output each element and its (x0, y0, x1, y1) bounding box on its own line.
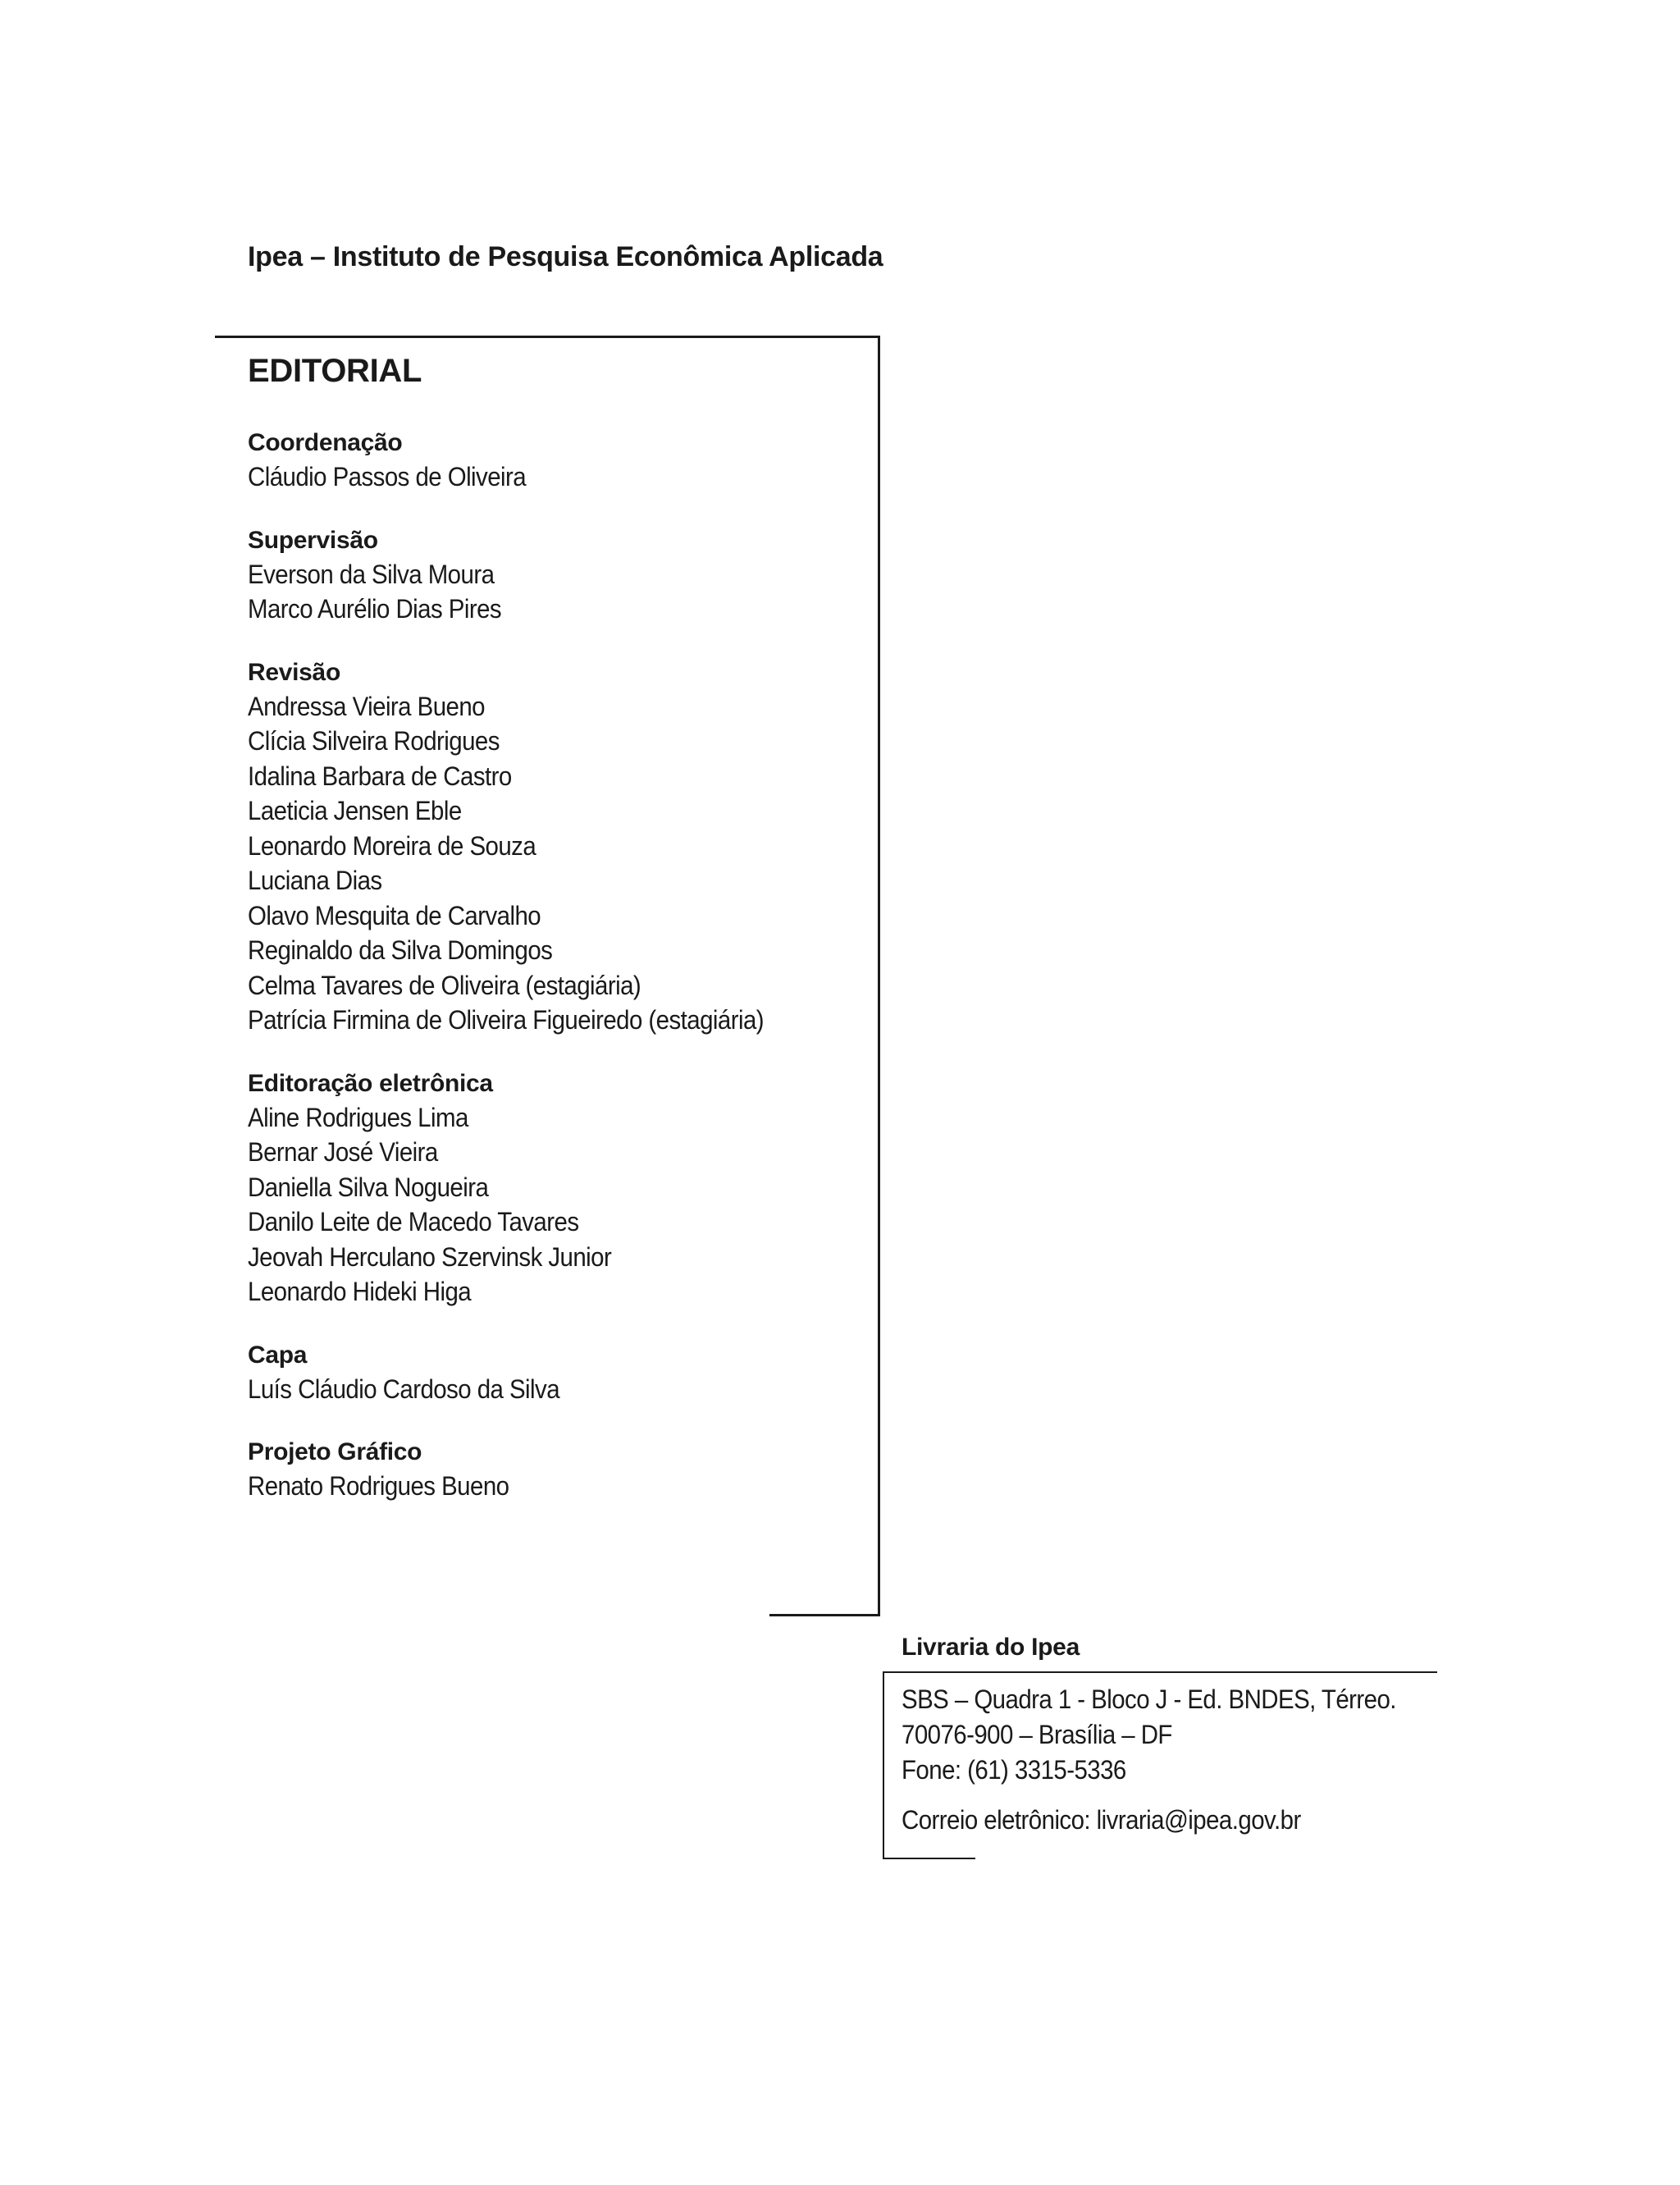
address-line-1: SBS – Quadra 1 - Bloco J - Ed. BNDES, Térreo. (902, 1684, 1396, 1714)
editorial-section (248, 351, 855, 1534)
credit-name: Luís Cláudio Cardoso da Silva (248, 1374, 560, 1404)
credit-name: Marco Aurélio Dias Pires (248, 594, 502, 624)
editorial-heading: EDITORIAL (248, 353, 422, 389)
address-line-2: 70076-900 – Brasília – DF (902, 1720, 1172, 1749)
credit-name: Renato Rodrigues Bueno (248, 1471, 509, 1501)
livraria-box-top-rule (883, 1671, 1437, 1673)
credit-name: Olavo Mesquita de Carvalho (248, 900, 541, 930)
credit-section-coordenacao (248, 427, 855, 495)
credit-section-editoracao (248, 1067, 855, 1310)
credit-name: Everson da Silva Moura (248, 559, 495, 589)
institute-title: Ipea – Instituto de Pesquisa Econômica Aplicada (248, 241, 883, 272)
credit-heading: Projeto Gráfico (248, 1438, 422, 1465)
phone-text: Fone: (61) 3315-5336 (902, 1755, 1126, 1785)
credit-name: Jeovah Herculano Szervinsk Junior (248, 1241, 612, 1272)
credit-name: Bernar José Vieira (248, 1137, 438, 1167)
editorial-box-bottom-rule (769, 1614, 880, 1616)
credit-name: Luciana Dias (248, 866, 382, 895)
livraria-contact (902, 1682, 1439, 1838)
credit-name: Danilo Leite de Macedo Tavares (248, 1207, 579, 1236)
credit-section-capa (248, 1339, 855, 1407)
editorial-box-top-rule (215, 336, 880, 338)
credit-name: Aline Rodrigues Lima (248, 1102, 468, 1132)
credit-name: Celma Tavares de Oliveira (estagiária) (248, 970, 641, 1000)
credit-name: Patrícia Firmina de Oliveira Figueiredo (estagiária) (248, 1005, 765, 1035)
credit-section-revisao (248, 656, 855, 1038)
credit-name: Leonardo Hideki Higa (248, 1277, 472, 1306)
credit-heading: Editoração eletrônica (248, 1069, 493, 1097)
credit-name: Cláudio Passos de Oliveira (248, 462, 527, 491)
credit-section-projeto-grafico (248, 1436, 855, 1504)
livraria-heading: Livraria do Ipea (902, 1634, 1080, 1661)
credit-heading: Supervisão (248, 526, 378, 554)
credit-name: Leonardo Moreira de Souza (248, 830, 536, 861)
credit-name: Reginaldo da Silva Domingos (248, 935, 553, 965)
credit-section-supervisao (248, 524, 855, 627)
livraria-box-left-rule (883, 1671, 884, 1859)
credit-name: Idalina Barbara de Castro (248, 761, 512, 791)
credit-name: Andressa Vieira Bueno (248, 691, 486, 721)
email-text: Correio eletrônico: livraria@ipea.gov.br (902, 1805, 1301, 1835)
credit-name: Laeticia Jensen Eble (248, 796, 462, 825)
editorial-box-right-rule (878, 336, 880, 1616)
credit-name: Daniella Silva Nogueira (248, 1172, 489, 1202)
credit-heading: Capa (248, 1341, 308, 1369)
credit-heading: Coordenação (248, 429, 403, 456)
credit-name: Clícia Silveira Rodrigues (248, 726, 500, 756)
credit-heading: Revisão (248, 658, 340, 686)
livraria-box-bottom-rule (883, 1858, 975, 1859)
